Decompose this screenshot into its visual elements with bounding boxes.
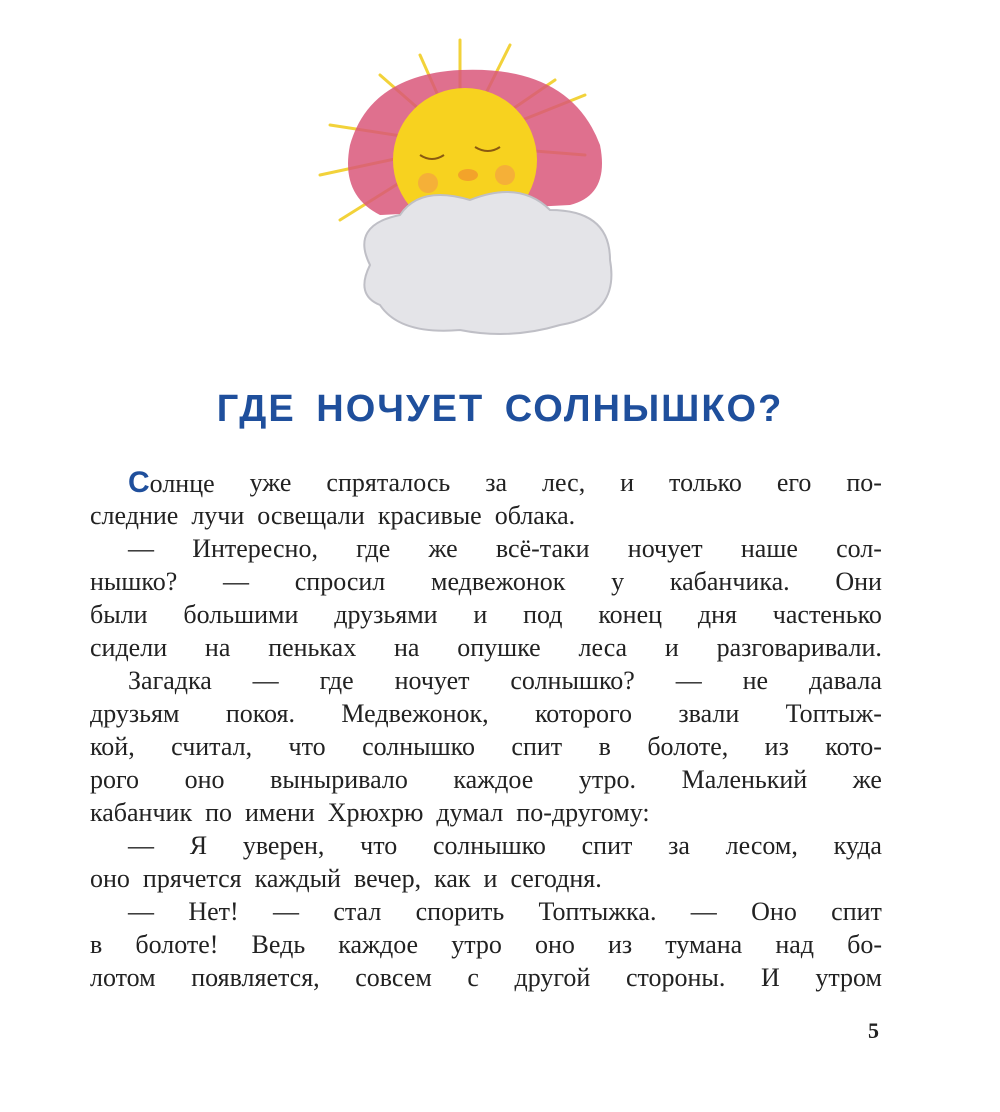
word: рого [90,765,140,794]
word: давала [808,666,882,695]
word: и [620,468,635,497]
word: другой [514,963,591,992]
word: в [598,732,611,761]
word: появляется, [191,963,320,992]
word: где [319,666,354,695]
word: в [90,930,103,959]
word: прячется [142,864,242,893]
text-line [90,928,882,961]
word: Интересно, [192,534,318,563]
word: красивые [377,501,482,530]
word: — [252,666,279,695]
text-line [90,598,882,631]
word: лес, [542,468,586,497]
word: спит [511,732,563,761]
word: каждое [453,765,534,794]
word: из [607,930,633,959]
sleeping-sun-illustration [310,35,650,345]
word: Топтыжка. [538,897,657,926]
word: — [690,897,717,926]
word: солнышко [433,831,546,860]
word: спит [831,897,882,926]
word: Топтыж- [785,699,882,728]
word: над [775,930,814,959]
word: освещали [257,501,365,530]
word: лотом [90,963,156,992]
word: И [760,963,780,992]
word: имени [245,798,315,827]
word: Хрюхрю [327,798,424,827]
word: оно [534,930,575,959]
word: считал, [171,732,253,761]
word: и [664,633,679,662]
text-line [90,664,882,697]
word: медвежонок [431,567,566,596]
text-line [90,796,882,829]
word: вечер, [353,864,422,893]
word: сол- [836,534,882,563]
text-line [90,961,882,994]
word: леса [578,633,628,662]
word: тумана [665,930,743,959]
word: утром [815,963,882,992]
word: спросил [294,567,386,596]
word: спит [581,831,633,860]
word: бо- [847,930,882,959]
word: утро [451,930,502,959]
word: что [288,732,326,761]
word: конец [598,600,663,629]
word: солнышко? [510,666,635,695]
word: Оно [751,897,797,926]
word: по [205,798,233,827]
word: дня [697,600,737,629]
word: Я [189,831,208,860]
word: на [394,633,420,662]
word: — [128,534,154,563]
word: за [485,468,508,497]
word: каждый [254,864,341,893]
word: — [128,897,154,926]
word: только [669,468,742,497]
word: Они [835,567,882,596]
word: лесом, [725,831,798,860]
word: следние [90,501,179,530]
text-line [90,730,882,763]
word: выныривало [270,765,408,794]
word: каждое [338,930,419,959]
word: же [428,534,458,563]
word: солнышко [362,732,475,761]
text-line [90,697,882,730]
word: утро. [578,765,636,794]
word: частенько [772,600,882,629]
word: сегодня. [510,864,602,893]
word: на [204,633,231,662]
word: за [668,831,690,860]
text-line [90,862,882,895]
text-line [90,763,882,796]
word: уже [249,468,292,497]
text-line [90,565,882,598]
word: его [776,468,812,497]
word: оно [184,765,225,794]
word: болоте! [135,930,219,959]
text-line [90,829,882,862]
word: — [223,567,249,596]
text-line [90,532,882,565]
word: разговаривали. [716,633,882,662]
word: друзьям [90,699,180,728]
word: пеньках [268,633,357,662]
word: куда [833,831,882,860]
word: как [434,864,471,893]
word: всё-таки [495,534,590,563]
word: же [852,765,882,794]
word: кабанчика. [669,567,790,596]
word: по-другому: [516,798,650,827]
drop-cap: С [128,466,150,499]
word: Медвежонок, [341,699,489,728]
word: и [483,864,498,893]
word: думал [436,798,504,827]
word: у [611,567,625,596]
word: — [273,897,299,926]
story-text [90,466,882,994]
word: большими [183,600,299,629]
page-number: 5 [868,1018,879,1043]
word: кото- [825,732,882,761]
word: совсем [355,963,432,992]
word: болоте, [647,732,729,761]
word: нышко? [90,567,178,596]
word: Ведь [251,930,306,959]
cloud [364,192,611,334]
word: были [90,600,148,629]
word: уверен, [242,831,325,860]
word: Загадка [128,666,212,695]
word: опушке [457,633,541,662]
word: которого [535,699,633,728]
word: — [675,666,702,695]
word: звали [678,699,740,728]
word: Маленький [681,765,808,794]
word: облака. [494,501,576,530]
word: под [523,600,563,629]
text-line [90,631,882,664]
word: что [360,831,398,860]
word: Солнце [128,466,215,499]
word: покоя. [225,699,296,728]
word: друзьями [334,600,438,629]
word: спряталось [326,468,451,497]
text-line [90,895,882,928]
text-line [90,466,882,499]
word: не [742,666,769,695]
word: оно [90,864,130,893]
word: стороны. [625,963,726,992]
word: из [764,732,789,761]
word: — [128,831,154,860]
word: Нет! [188,897,239,926]
word: с [467,963,479,992]
word: ночует [627,534,703,563]
word: кабанчик [90,798,193,827]
word: и [473,600,488,629]
text-line [90,499,882,532]
page-title: ГДЕ НОЧУЕТ СОЛНЫШКО? [216,388,784,430]
word: наше [740,534,798,563]
word: по- [846,468,882,497]
word: лучи [191,501,245,530]
word: спорить [415,897,505,926]
word: ночует [394,666,470,695]
word: кой, [90,732,135,761]
word: сидели [90,633,168,662]
word: где [356,534,391,563]
word: стал [333,897,382,926]
